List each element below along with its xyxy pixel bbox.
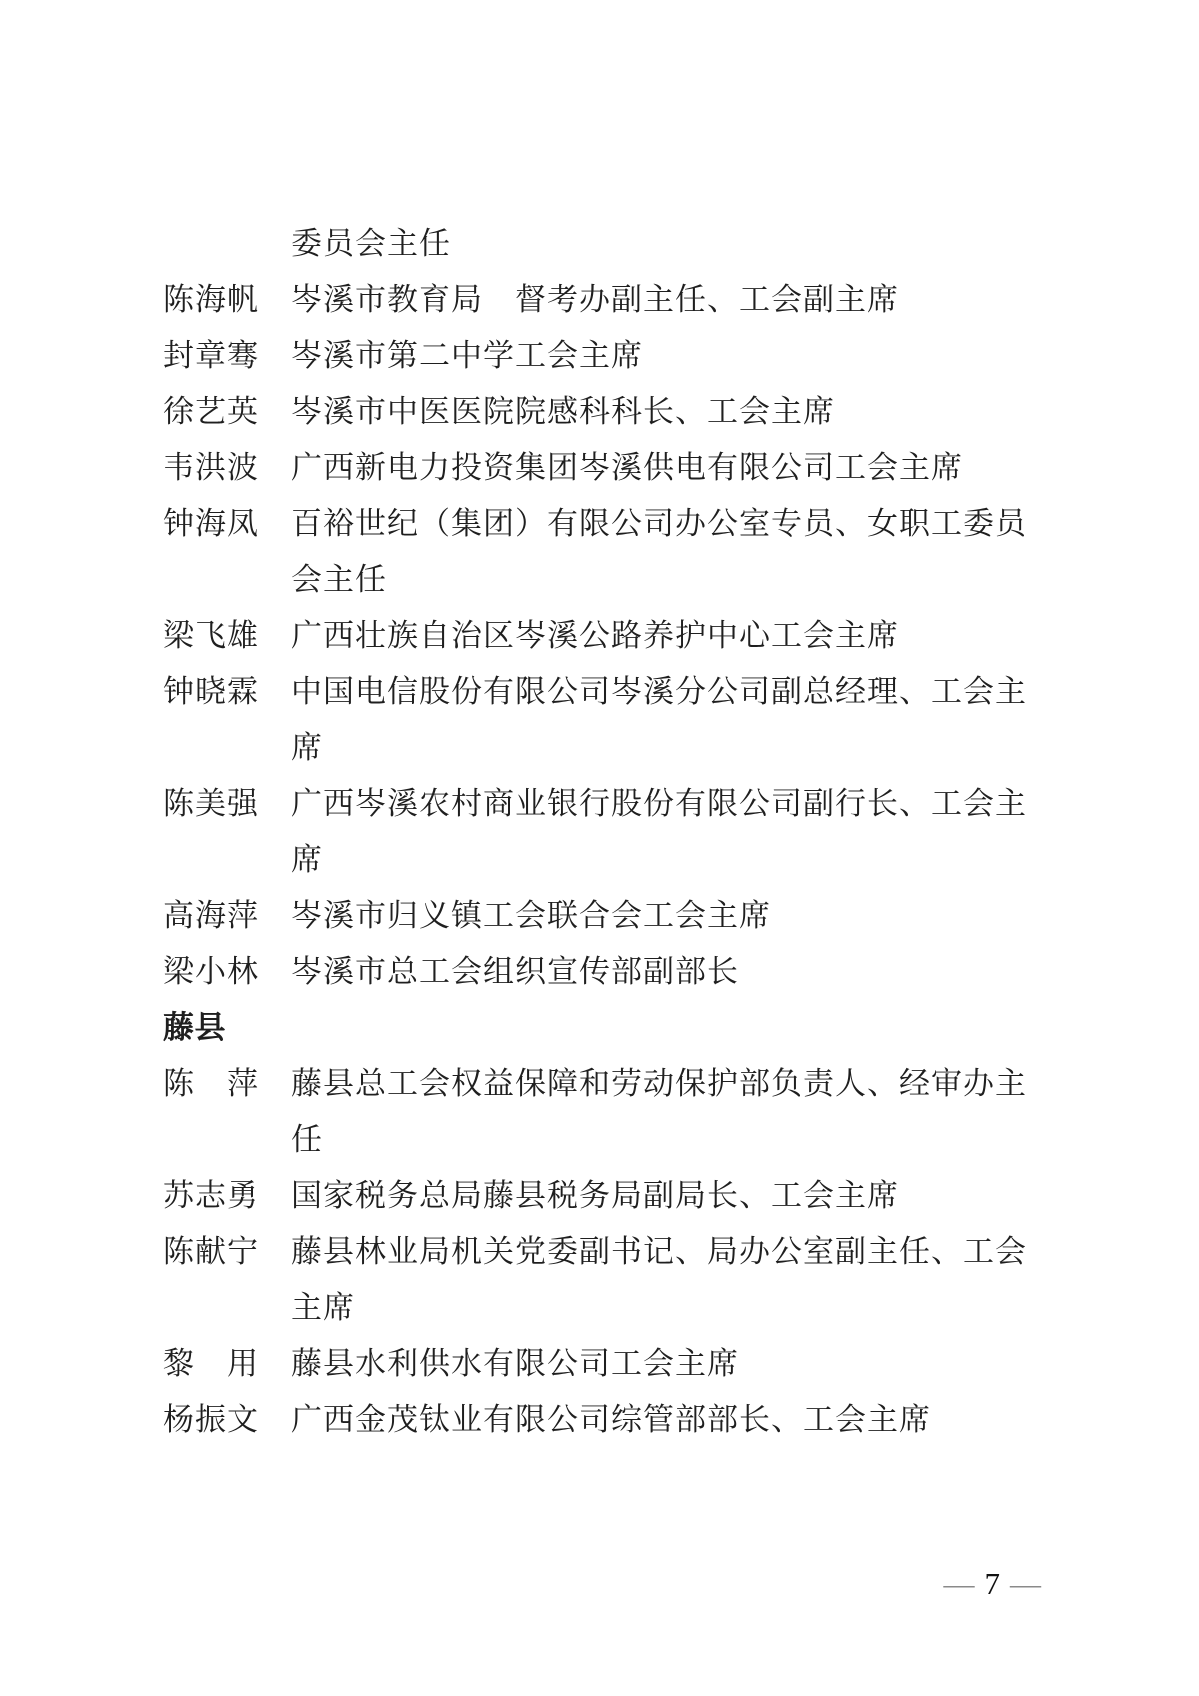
entry-title: 广西壮族自治区岑溪公路养护中心工会主席 (291, 618, 899, 653)
entry-title: 国家税务总局藤县税务局副局长、工会主席 (291, 1178, 899, 1213)
roster-entry (163, 888, 1035, 944)
entry-name: 韦洪波 (163, 450, 259, 485)
entry-title: 岑溪市第二中学工会主席 (291, 338, 643, 373)
entry-name: 陈 萍 (163, 1066, 259, 1101)
page-number (944, 1566, 1042, 1602)
entry-title: 百裕世纪（集团）有限公司办公室专员、女职工委员会主任 (291, 506, 1027, 597)
entry-title: 藤县林业局机关党委副书记、局办公室副主任、工会主席 (291, 1234, 1027, 1325)
entry-title: 岑溪市中医医院院感科科长、工会主席 (291, 394, 835, 429)
entry-name: 陈美强 (163, 786, 259, 821)
roster-entry (163, 1224, 1035, 1336)
entry-name: 梁飞雄 (163, 618, 259, 653)
roster-entry (163, 1392, 1035, 1448)
entry-name: 钟海凤 (163, 506, 259, 541)
roster-entry (163, 272, 1035, 328)
entry-title: 中国电信股份有限公司岑溪分公司副总经理、工会主席 (291, 674, 1027, 765)
continuation-row (163, 216, 1035, 272)
roster-entry (163, 384, 1035, 440)
roster-entry (163, 496, 1035, 608)
entry-name: 徐艺英 (163, 394, 259, 429)
entry-name: 黎 用 (163, 1346, 259, 1381)
entry-title: 岑溪市总工会组织宣传部副部长 (291, 954, 739, 989)
roster-entry (163, 1056, 1035, 1168)
page-number-dash-left: — (943, 1566, 975, 1601)
entry-title: 岑溪市教育局 督考办副主任、工会副主席 (291, 282, 899, 317)
entry-name: 杨振文 (163, 1402, 259, 1437)
roster-entry (163, 944, 1035, 1000)
page-number-dash-right: — (1010, 1566, 1041, 1601)
continuation-text: 委员会主任 (291, 226, 451, 261)
roster-entry (163, 440, 1035, 496)
entry-name: 钟晓霖 (163, 674, 259, 709)
roster-entry (163, 664, 1035, 776)
roster-entry (163, 1168, 1035, 1224)
page-number-value: 7 (984, 1566, 1000, 1601)
roster-sections (163, 272, 1035, 1448)
entry-name: 陈献宁 (163, 1234, 259, 1269)
roster-entry (163, 1336, 1035, 1392)
entry-name: 高海萍 (163, 898, 259, 933)
entry-name: 封章骞 (163, 338, 259, 373)
entry-title: 广西岑溪农村商业银行股份有限公司副行长、工会主席 (291, 786, 1027, 877)
roster-entry (163, 776, 1035, 888)
roster-entry (163, 608, 1035, 664)
entry-title: 广西新电力投资集团岑溪供电有限公司工会主席 (291, 450, 963, 485)
entry-title: 藤县总工会权益保障和劳动保护部负责人、经审办主任 (291, 1066, 1027, 1157)
roster-content (163, 216, 1035, 1448)
entry-title: 岑溪市归义镇工会联合会工会主席 (291, 898, 771, 933)
entry-name: 梁小林 (163, 954, 259, 989)
section-header: 藤县 (163, 1010, 226, 1045)
entry-name: 陈海帆 (163, 282, 259, 317)
entry-title: 广西金茂钛业有限公司综管部部长、工会主席 (291, 1402, 931, 1437)
roster-entry (163, 328, 1035, 384)
entry-title: 藤县水利供水有限公司工会主席 (291, 1346, 739, 1381)
entry-name: 苏志勇 (163, 1178, 259, 1213)
